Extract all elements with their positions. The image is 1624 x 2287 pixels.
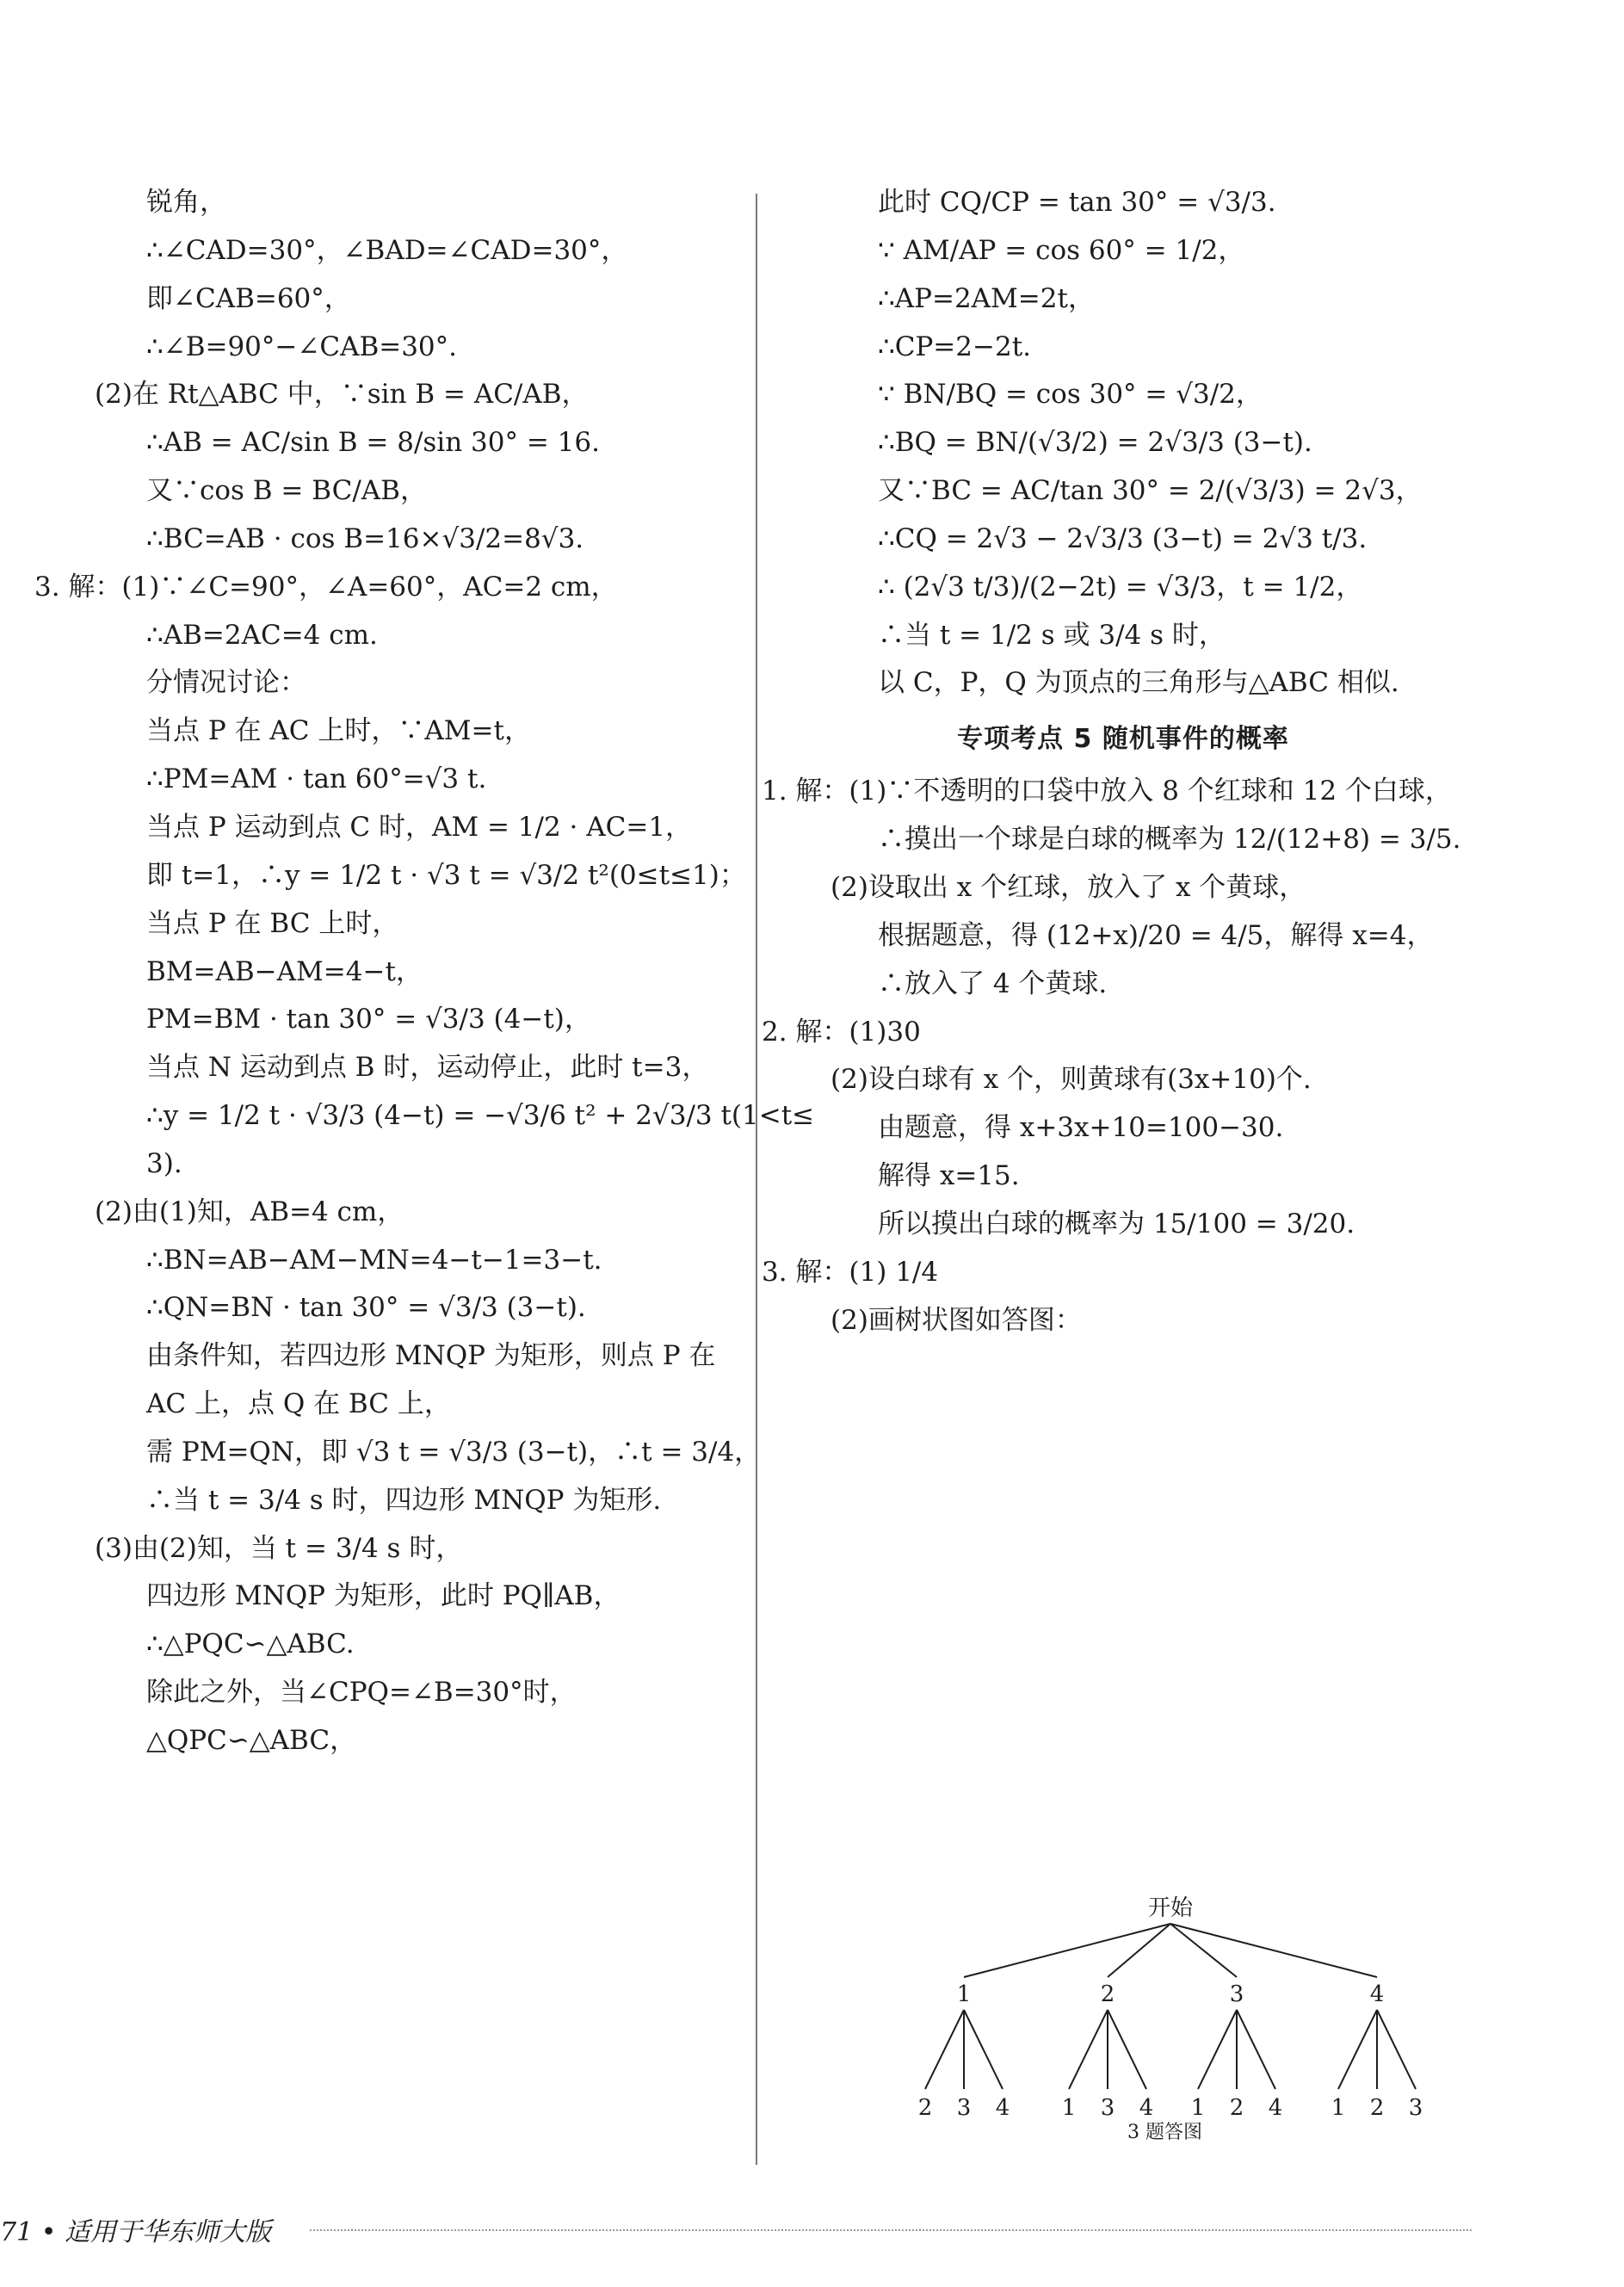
text-line: 即∠CAB=60°，	[146, 282, 351, 314]
text-line: 以 C，P，Q 为顶点的三角形与△ABC 相似.	[878, 667, 1399, 699]
text-line: 当点 P 在 BC 上时，	[146, 907, 399, 939]
tree-diagram	[891, 1889, 1450, 2139]
text-line: ∴∠B=90°−∠CAB=30°.	[146, 331, 458, 362]
right-column-part-2	[762, 774, 1485, 1338]
text-line: 当点 N 运动到点 B 时，运动停止，此时 t=3，	[146, 1052, 709, 1084]
text-line: ∴QN=BN · tan 30° = √3/3 (3−t).	[146, 1292, 586, 1324]
text-line: PM=BM · tan 30° = √3/3 (4−t)，	[146, 1004, 591, 1035]
text-line: 1. 解：(1)∵不透明的口袋中放入 8 个红球和 12 个白球，	[762, 776, 1452, 807]
tree-branch	[1069, 2010, 1108, 2089]
text-line: ∴CP=2−2t.	[878, 331, 1032, 362]
text-line: 3. 解：(1) 1/4	[762, 1256, 939, 1288]
text-line: ∴CQ = 2√3 − 2√3/3 (3−t) = 2√3 t/3.	[878, 522, 1368, 554]
tree-branch	[1338, 2010, 1377, 2089]
column-divider	[756, 194, 757, 2165]
tree-level2-node: 2	[917, 2095, 933, 2121]
figure-caption: 3 题答图	[1127, 2122, 1202, 2143]
text-line: ∴y = 1/2 t · √3/3 (4−t) = −√3/6 t² + 2√3/3 t(1<t≤	[146, 1100, 815, 1132]
tree-level1-node: 2	[1100, 1981, 1115, 2007]
text-line: (2)设白球有 x 个，则黄球有(3x+10)个.	[831, 1064, 1312, 1096]
text-line: 四边形 MNQP 为矩形，此时 PQ∥AB，	[146, 1580, 621, 1612]
tree-level1-node: 1	[956, 1981, 972, 2007]
tree-level2-node: 2	[1229, 2095, 1244, 2121]
text-line: ∴当 t = 3/4 s 时，四边形 MNQP 为矩形.	[146, 1484, 662, 1516]
text-line: ∴BN=AB−AM−MN=4−t−1=3−t.	[146, 1244, 602, 1276]
text-line: 由题意，得 x+3x+10=100−30.	[878, 1112, 1284, 1144]
tree-branch	[1377, 2010, 1416, 2089]
text-line: ∴ (2√3 t/3)/(2−2t) = √3/3，t = 1/2，	[878, 571, 1363, 603]
tree-branch	[1237, 2010, 1275, 2089]
tree-branch	[1170, 1924, 1377, 1977]
text-line: ∴AB = AC/sin B = 8/sin 30° = 16.	[146, 427, 600, 459]
text-line: 由条件知，若四边形 MNQP 为矩形，则点 P 在	[146, 1340, 716, 1372]
text-line: ∵ AM/AP = cos 60° = 1/2，	[878, 234, 1245, 266]
text-line: ∴PM=AM · tan 60°=√3 t.	[146, 763, 487, 795]
footer-rule	[310, 2229, 1472, 2231]
text-line: ∴∠CAD=30°，∠BAD=∠CAD=30°，	[146, 234, 628, 266]
text-line: ∵ BN/BQ = cos 30° = √3/2，	[878, 379, 1263, 411]
text-line: △QPC∽△ABC，	[146, 1725, 357, 1756]
text-line: AC 上，点 Q 在 BC 上，	[146, 1388, 451, 1420]
tree-branch	[1198, 2010, 1237, 2089]
text-line: 3).	[146, 1147, 182, 1179]
text-line: ∴AP=2AM=2t，	[878, 282, 1095, 314]
text-line: 当点 P 运动到点 C 时，AM = 1/2 · AC=1，	[146, 811, 693, 843]
tree-level1-node: 4	[1369, 1981, 1385, 2007]
tree-branch	[964, 2010, 1003, 2089]
tree-branch	[1108, 2010, 1146, 2089]
text-line: (2)在 Rt△ABC 中，∵sin B = AC/AB，	[95, 379, 589, 411]
tree-root-label: 开始	[1147, 1895, 1194, 1921]
tree-level2-node: 4	[995, 2095, 1010, 2121]
text-line: ∴BQ = BN/(√3/2) = 2√3/3 (3−t).	[878, 427, 1312, 459]
text-line: ∴当 t = 1/2 s 或 3/4 s 时，	[878, 619, 1226, 651]
text-line: (2)设取出 x 个红球，放入了 x 个黄球，	[831, 871, 1306, 903]
text-line: 除此之外，当∠CPQ=∠B=30°时，	[146, 1677, 577, 1709]
tree-level2-node: 1	[1190, 2095, 1206, 2121]
page-footer: 71 • 适用于华东师大版	[0, 2217, 271, 2247]
tree-level1-node: 3	[1229, 1981, 1244, 2007]
text-line: (3)由(2)知，当 t = 3/4 s 时，	[95, 1532, 463, 1564]
tree-level2-node: 3	[956, 2095, 972, 2121]
tree-branch	[925, 2010, 964, 2089]
text-line: 锐角，	[146, 187, 226, 218]
text-line: 又∵cos B = BC/AB，	[146, 475, 427, 507]
text-line: 当点 P 在 AC 上时，∵AM=t，	[146, 715, 531, 747]
tree-level2-node: 3	[1100, 2095, 1115, 2121]
text-line: 分情况讨论：	[146, 667, 306, 699]
tree-level2-node: 4	[1139, 2095, 1154, 2121]
text-line: ∴摸出一个球是白球的概率为 12/(12+8) = 3/5.	[878, 824, 1461, 856]
text-line: 根据题意，得 (12+x)/20 = 4/5，解得 x=4，	[878, 919, 1434, 951]
text-line: BM=AB−AM=4−t，	[146, 955, 423, 987]
text-line: ∴AB=2AC=4 cm.	[146, 619, 378, 651]
text-line: 又∵BC = AC/tan 30° = 2/(√3/3) = 2√3，	[878, 475, 1423, 507]
text-line: 解得 x=15.	[878, 1160, 1020, 1192]
text-line: 需 PM=QN，即 √3 t = √3/3 (3−t)，∴t = 3/4，	[146, 1436, 762, 1468]
right-column-part-1	[762, 185, 1485, 702]
tree-level2-node: 4	[1268, 2095, 1283, 2121]
text-line: (2)画树状图如答图：	[831, 1304, 1082, 1336]
section-title: 专项考点 5 随机事件的概率	[957, 724, 1289, 755]
text-line: 3. 解：(1)∵∠C=90°，∠A=60°，AC=2 cm，	[34, 571, 618, 603]
tree-level2-node: 1	[1331, 2095, 1346, 2121]
text-line: ∴放入了 4 个黄球.	[878, 967, 1108, 999]
text-line: 即 t=1，∴y = 1/2 t · √3 t = √3/2 t²(0≤t≤1)；	[146, 859, 746, 891]
tree-level2-node: 2	[1369, 2095, 1385, 2121]
text-line: ∴BC=AB · cos B=16×√3/2=8√3.	[146, 522, 584, 554]
text-line: 2. 解：(1)30	[762, 1016, 921, 1048]
tree-level2-node: 1	[1061, 2095, 1077, 2121]
left-column	[34, 185, 815, 1771]
text-line: 此时 CQ/CP = tan 30° = √3/3.	[878, 187, 1276, 218]
right-column	[762, 185, 1485, 1351]
text-line: ∴△PQC∽△ABC.	[146, 1629, 355, 1660]
tree-level2-node: 3	[1408, 2095, 1423, 2121]
text-line: 所以摸出白球的概率为 15/100 = 3/20.	[878, 1208, 1355, 1239]
text-line: (2)由(1)知，AB=4 cm，	[95, 1196, 404, 1227]
